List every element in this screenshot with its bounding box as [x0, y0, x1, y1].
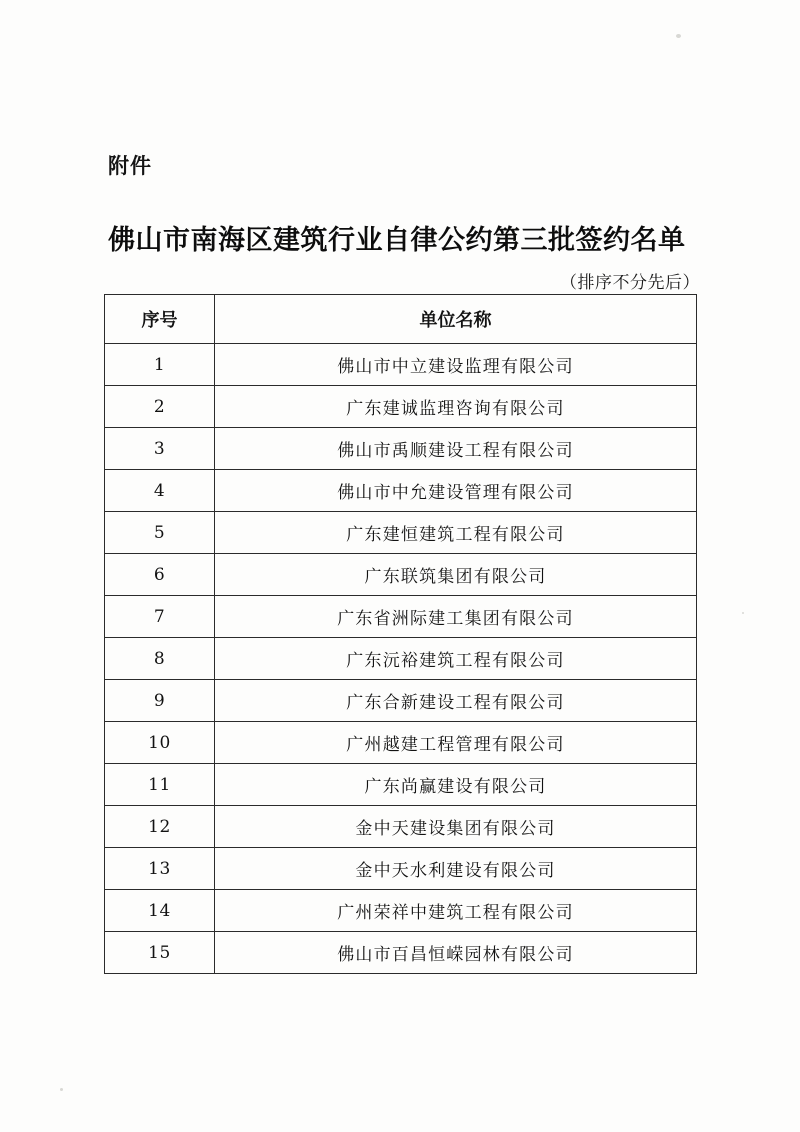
cell-company-name: 广东沅裕建筑工程有限公司 — [215, 638, 697, 680]
cell-index: 11 — [105, 764, 215, 806]
table-row — [105, 554, 697, 596]
cell-company-name: 广东建诚监理咨询有限公司 — [215, 386, 697, 428]
cell-index: 6 — [105, 554, 215, 596]
cell-index: 10 — [105, 722, 215, 764]
cell-index: 3 — [105, 428, 215, 470]
table-row — [105, 344, 697, 386]
cell-company-name: 广州荣祥中建筑工程有限公司 — [215, 890, 697, 932]
table-row — [105, 470, 697, 512]
attachment-label: 附件 — [108, 154, 152, 178]
cell-company-name: 广东省洲际建工集团有限公司 — [215, 596, 697, 638]
scan-speck — [676, 34, 681, 38]
cell-company-name: 广州越建工程管理有限公司 — [215, 722, 697, 764]
cell-index: 1 — [105, 344, 215, 386]
cell-index: 9 — [105, 680, 215, 722]
table-header-row — [105, 295, 697, 344]
table-body — [105, 344, 697, 974]
table-row — [105, 638, 697, 680]
table-row — [105, 680, 697, 722]
page-title: 佛山市南海区建筑行业自律公约第三批签约名单 — [108, 225, 686, 256]
signatory-table — [104, 294, 697, 974]
table-row — [105, 890, 697, 932]
column-header-index: 序号 — [105, 295, 215, 344]
table-row — [105, 848, 697, 890]
table-row — [105, 932, 697, 974]
cell-index: 15 — [105, 932, 215, 974]
cell-company-name: 广东尚赢建设有限公司 — [215, 764, 697, 806]
cell-index: 4 — [105, 470, 215, 512]
table-row — [105, 722, 697, 764]
cell-company-name: 佛山市百昌恒嵘园林有限公司 — [215, 932, 697, 974]
cell-company-name: 佛山市禹顺建设工程有限公司 — [215, 428, 697, 470]
cell-index: 5 — [105, 512, 215, 554]
table-row — [105, 764, 697, 806]
column-header-name: 单位名称 — [215, 295, 697, 344]
cell-company-name: 广东联筑集团有限公司 — [215, 554, 697, 596]
table-row — [105, 428, 697, 470]
table-row — [105, 596, 697, 638]
cell-index: 8 — [105, 638, 215, 680]
scan-speck — [742, 612, 744, 614]
cell-company-name: 金中天建设集团有限公司 — [215, 806, 697, 848]
table-row — [105, 806, 697, 848]
cell-company-name: 广东合新建设工程有限公司 — [215, 680, 697, 722]
cell-index: 7 — [105, 596, 215, 638]
cell-company-name: 佛山市中立建设监理有限公司 — [215, 344, 697, 386]
table-row — [105, 512, 697, 554]
cell-index: 14 — [105, 890, 215, 932]
cell-company-name: 佛山市中允建设管理有限公司 — [215, 470, 697, 512]
scan-speck — [60, 1088, 63, 1091]
cell-index: 13 — [105, 848, 215, 890]
table-row — [105, 386, 697, 428]
cell-company-name: 金中天水利建设有限公司 — [215, 848, 697, 890]
cell-index: 12 — [105, 806, 215, 848]
cell-company-name: 广东建恒建筑工程有限公司 — [215, 512, 697, 554]
cell-index: 2 — [105, 386, 215, 428]
order-note: （排序不分先后） — [560, 273, 700, 293]
